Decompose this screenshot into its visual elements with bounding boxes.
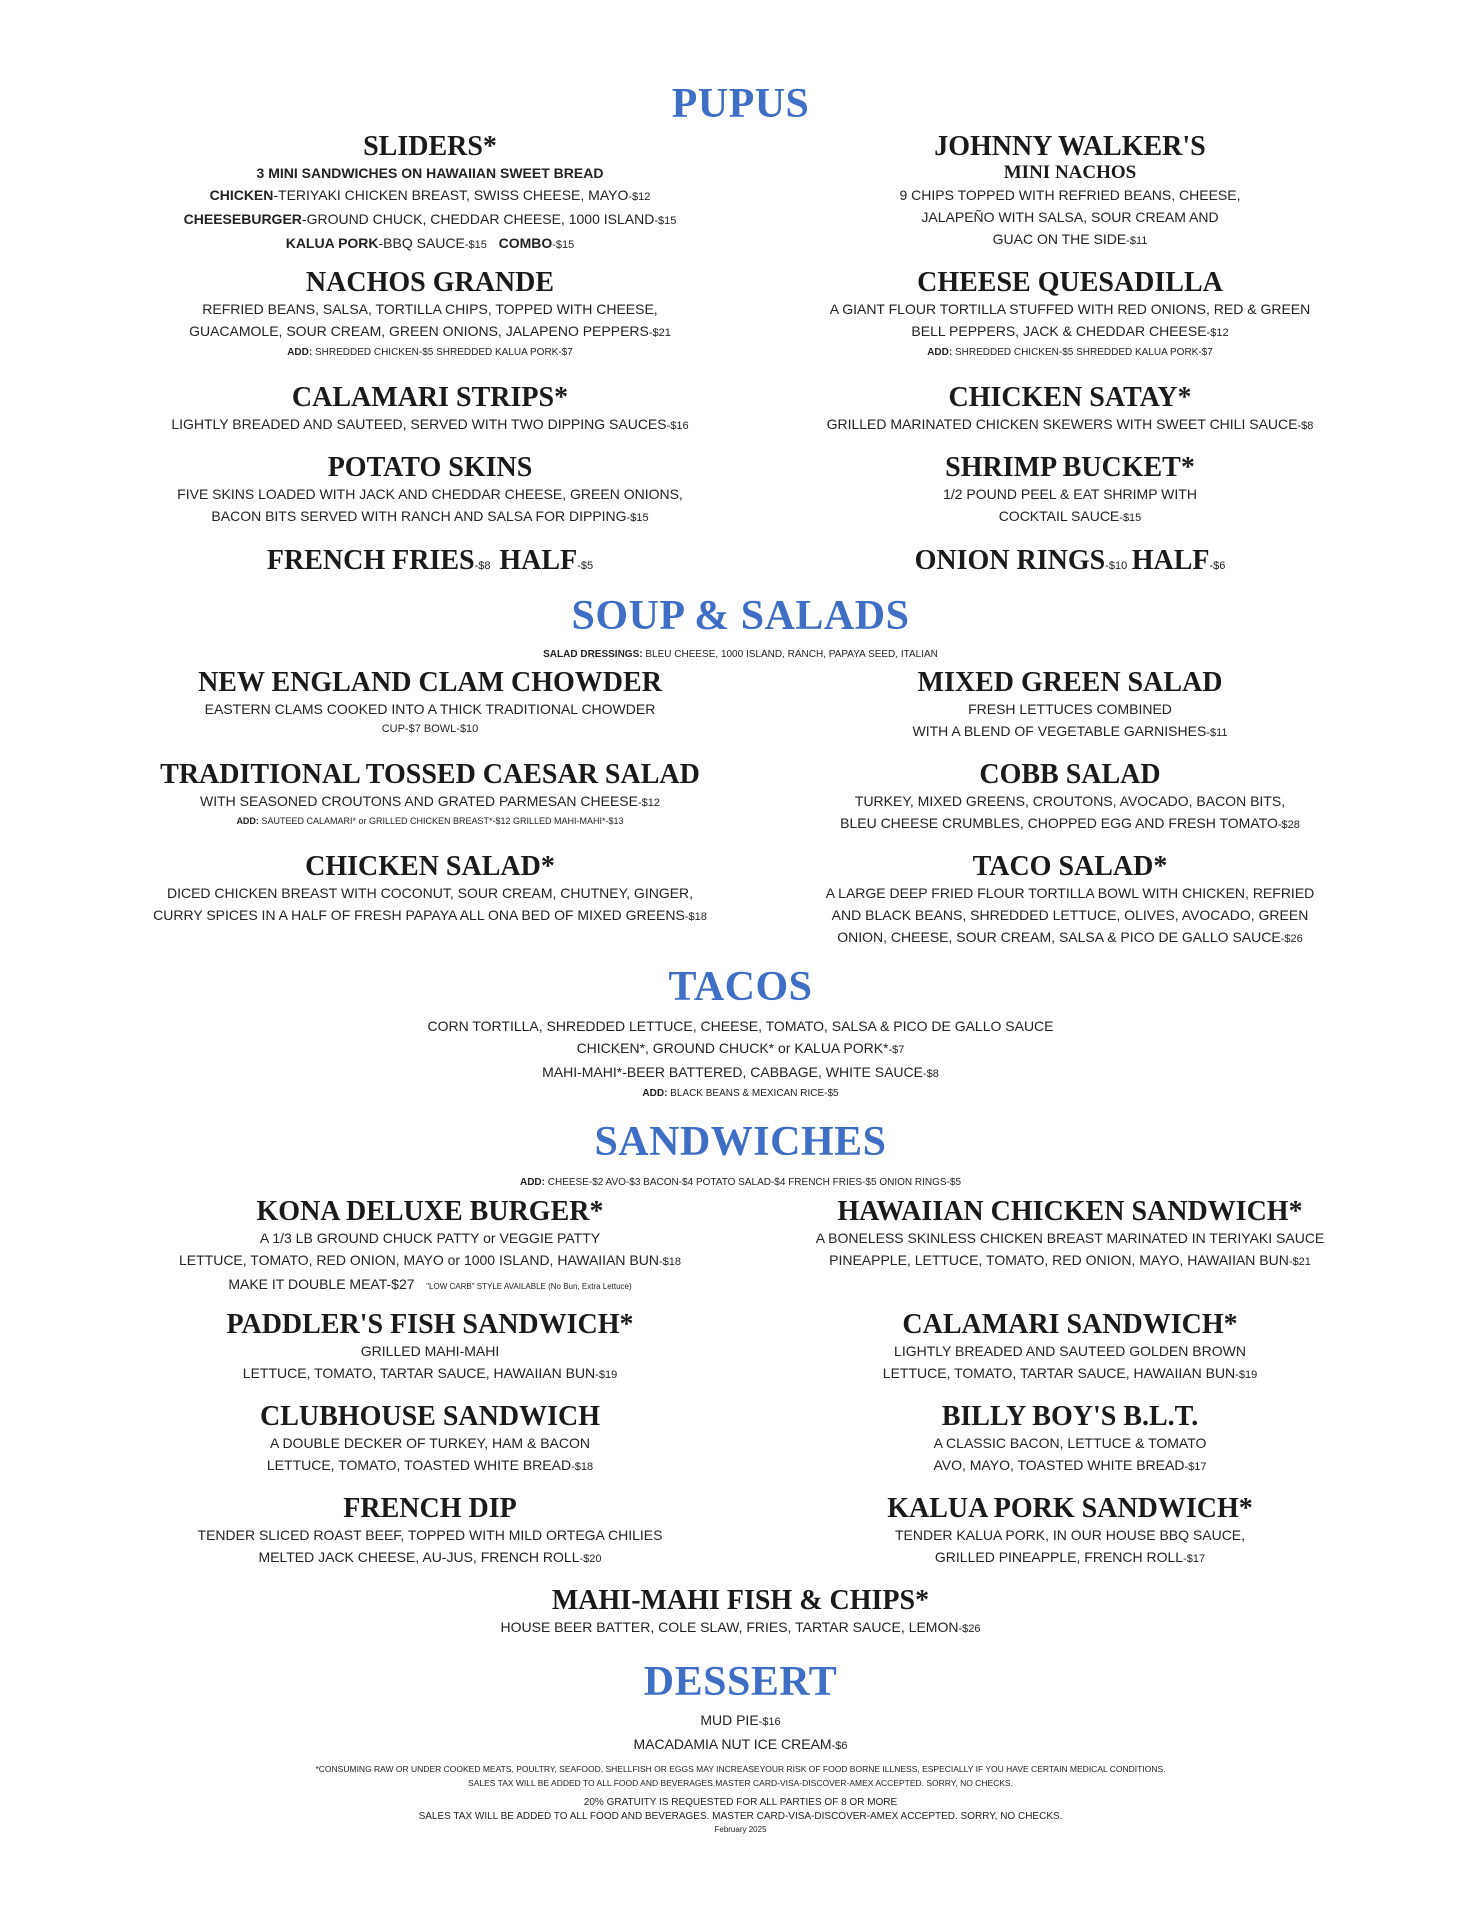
item-name: CALAMARI SANDWICH* bbox=[902, 1309, 1238, 1340]
item-desc: JALAPEÑO WITH SALSA, SOUR CREAM AND bbox=[921, 209, 1219, 225]
item-add-ons: ADD: SHREDDED CHICKEN-$5 SHREDDED KALUA PORK-$7 bbox=[927, 347, 1213, 358]
tacos-details bbox=[0, 1015, 1481, 1103]
item-desc: MAHI-MAHI*-BEER BATTERED, CABBAGE, WHITE SAUCE-$8 bbox=[542, 1064, 939, 1080]
menu-item-calamari-strips bbox=[70, 383, 790, 437]
item-desc: A LARGE DEEP FRIED FLOUR TORTILLA BOWL WITH CHICKEN, REFRIED bbox=[825, 885, 1315, 901]
menu-item-shrimp-bucket bbox=[790, 453, 1350, 529]
item-name: MIXED GREEN SALAD bbox=[917, 667, 1223, 698]
item-desc: A CLASSIC BACON, LETTUCE & TOMATO bbox=[933, 1435, 1207, 1451]
item-name: CALAMARI STRIPS* bbox=[291, 382, 569, 413]
menu-item-cobb-salad bbox=[790, 760, 1350, 836]
item-name: NACHOS GRANDE bbox=[305, 267, 555, 298]
item-name: CHEESE QUESADILLA bbox=[917, 267, 1223, 298]
menu-item-kona-deluxe-burger bbox=[70, 1197, 790, 1298]
item-name: CHICKEN SALAD* bbox=[305, 851, 555, 882]
item-desc: MUD PIE-$16 bbox=[700, 1712, 781, 1728]
item-name: KALUA PORK SANDWICH* bbox=[887, 1493, 1253, 1524]
item-desc: A GIANT FLOUR TORTILLA STUFFED WITH RED ONIONS, RED & GREEN bbox=[829, 301, 1311, 317]
item-price: CUP-$7 BOWL-$10 bbox=[381, 723, 479, 735]
section-title-tacos: TACOS bbox=[668, 964, 813, 1010]
menu-item-sliders bbox=[70, 132, 790, 256]
item-desc: EASTERN CLAMS COOKED INTO A THICK TRADITIONAL CHOWDER bbox=[204, 701, 656, 717]
item-desc: LETTUCE, TOMATO, RED ONION, MAYO or 1000 ISLAND, HAWAIIAN BUN-$18 bbox=[178, 1252, 682, 1268]
item-desc: MELTED JACK CHEESE, AU-JUS, FRENCH ROLL-$20 bbox=[258, 1549, 602, 1565]
item-desc: DICED CHICKEN BREAST WITH COCONUT, SOUR CREAM, CHUTNEY, GINGER, bbox=[166, 885, 694, 901]
item-name: HAWAIIAN CHICKEN SANDWICH* bbox=[837, 1196, 1303, 1227]
item-desc: LETTUCE, TOMATO, TOASTED WHITE BREAD-$18 bbox=[266, 1457, 594, 1473]
item-desc: GRILLED MAHI-MAHI bbox=[360, 1343, 500, 1359]
footer-tax-payment: SALES TAX WILL BE ADDED TO ALL FOOD AND BEVERAGES. MASTER CARD-VISA-DISCOVER-AMEX ACCEPTED. SORRY, NO CHECKS. bbox=[418, 1811, 1063, 1822]
menu-item-kalua-pork-sandwich bbox=[790, 1494, 1350, 1570]
item-desc: LIGHTLY BREADED AND SAUTEED GOLDEN BROWN bbox=[894, 1343, 1246, 1359]
item-name: POTATO SKINS bbox=[327, 452, 533, 483]
item-half-price: -$6 bbox=[1209, 560, 1226, 572]
item-desc: COCKTAIL SAUCE-$15 bbox=[998, 508, 1142, 524]
item-name: SHRIMP BUCKET* bbox=[945, 452, 1195, 483]
item-desc: KALUA PORK-BBQ SAUCE-$15 COMBO-$15 bbox=[285, 235, 575, 251]
menu-item-potato-skins bbox=[70, 453, 790, 529]
item-desc: BACON BITS SERVED WITH RANCH AND SALSA FOR DIPPING-$15 bbox=[211, 508, 649, 524]
menu-item-nachos-grande bbox=[70, 268, 790, 362]
item-desc: 3 MINI SANDWICHES ON HAWAIIAN SWEET BREAD bbox=[256, 165, 604, 181]
item-add-ons: ADD: BLACK BEANS & MEXICAN RICE-$5 bbox=[642, 1088, 839, 1099]
section-title-sandwiches: SANDWICHES bbox=[594, 1119, 887, 1165]
item-price: -$8 bbox=[474, 560, 491, 572]
menu-item-taco-salad bbox=[790, 852, 1350, 950]
menu-item-clam-chowder bbox=[70, 668, 790, 738]
item-name: CHICKEN SATAY* bbox=[948, 382, 1192, 413]
item-desc: AVO, MAYO, TOASTED WHITE BREAD-$17 bbox=[933, 1457, 1207, 1473]
item-desc: WITH A BLEND OF VEGETABLE GARNISHES-$11 bbox=[912, 723, 1228, 739]
item-desc: A DOUBLE DECKER OF TURKEY, HAM & BACON bbox=[269, 1435, 590, 1451]
item-desc: CHEESEBURGER-GROUND CHUCK, CHEDDAR CHEESE, 1000 ISLAND-$15 bbox=[183, 211, 677, 227]
item-subtitle: MINI NACHOS bbox=[1003, 162, 1137, 183]
item-desc: LETTUCE, TOMATO, TARTAR SAUCE, HAWAIIAN BUN-$19 bbox=[242, 1365, 618, 1381]
sandwich-add-ons: ADD: CHEESE-$2 AVO-$3 BACON-$4 POTATO SALAD-$4 FRENCH FRIES-$5 ONION RINGS-$5 bbox=[519, 1177, 962, 1188]
item-desc: 9 CHIPS TOPPED WITH REFRIED BEANS, CHEESE, bbox=[899, 187, 1241, 203]
menu-item-mahi-fish-chips bbox=[0, 1586, 1481, 1640]
item-desc: GUACAMOLE, SOUR CREAM, GREEN ONIONS, JALAPENO PEPPERS-$21 bbox=[189, 323, 671, 339]
item-desc: CHICKEN*, GROUND CHUCK* or KALUA PORK*-$7 bbox=[576, 1040, 905, 1056]
menu-item-french-dip bbox=[70, 1494, 790, 1570]
menu-item-french-fries bbox=[70, 545, 790, 577]
item-name: PADDLER'S FISH SANDWICH* bbox=[226, 1309, 634, 1340]
item-desc: A 1/3 LB GROUND CHUCK PATTY or VEGGIE PATTY bbox=[259, 1230, 601, 1246]
section-title-dessert: DESSERT bbox=[643, 1659, 838, 1705]
item-desc: BELL PEPPERS, JACK & CHEDDAR CHEESE-$12 bbox=[911, 323, 1229, 339]
item-desc: PINEAPPLE, LETTUCE, TOMATO, RED ONION, MAYO, HAWAIIAN BUN-$21 bbox=[829, 1252, 1311, 1268]
item-name: SLIDERS* bbox=[363, 131, 497, 162]
item-name: FRENCH FRIES bbox=[266, 545, 475, 576]
item-desc: GRILLED MARINATED CHICKEN SKEWERS WITH SWEET CHILI SAUCE-$8 bbox=[826, 416, 1314, 432]
item-add-ons: ADD: SHREDDED CHICKEN-$5 SHREDDED KALUA PORK-$7 bbox=[287, 347, 573, 358]
section-title-soup-salads: SOUP & SALADS bbox=[571, 593, 910, 639]
item-desc: CHICKEN-TERIYAKI CHICKEN BREAST, SWISS CHEESE, MAYO-$12 bbox=[209, 187, 651, 203]
item-desc: TURKEY, MIXED GREENS, CROUTONS, AVOCADO, BACON BITS, bbox=[854, 793, 1286, 809]
item-desc: A BONELESS SKINLESS CHICKEN BREAST MARINATED IN TERIYAKI SAUCE bbox=[815, 1230, 1325, 1246]
item-desc: CURRY SPICES IN A HALF OF FRESH PAPAYA ALL ONA BED OF MIXED GREENS-$18 bbox=[153, 907, 707, 923]
menu-item-caesar-salad bbox=[70, 760, 790, 829]
item-half-price: -$5 bbox=[577, 560, 594, 572]
item-desc: WITH SEASONED CROUTONS AND GRATED PARMESAN CHEESE-$12 bbox=[200, 793, 660, 809]
item-desc: MAKE IT DOUBLE MEAT-$27 "LOW CARB" STYLE AVAILABLE (No Bun, Extra Lettuce) bbox=[228, 1276, 632, 1292]
footer-tax-note: SALES TAX WILL BE ADDED TO ALL FOOD AND BEVERAGES.MASTER CARD-VISA-DISCOVER-AMEX ACCEPTED. SORRY, NO CHECKS. bbox=[468, 1778, 1013, 1788]
menu-item-chicken-salad bbox=[70, 852, 790, 928]
menu-item-onion-rings bbox=[790, 545, 1350, 577]
item-name: MAHI-MAHI FISH & CHIPS* bbox=[551, 1585, 930, 1616]
menu-item-calamari-sandwich bbox=[790, 1310, 1350, 1386]
item-half-label: HALF bbox=[499, 545, 578, 576]
item-price: -$10 bbox=[1105, 560, 1128, 572]
menu-item-mixed-green-salad bbox=[790, 668, 1350, 744]
salad-dressings: SALAD DRESSINGS: BLEU CHEESE, 1000 ISLAND, RANCH, PAPAYA SEED, ITALIAN bbox=[543, 649, 938, 660]
item-name: JOHNNY WALKER'S bbox=[934, 131, 1206, 162]
menu-item-johnny-walkers bbox=[790, 132, 1350, 252]
menu-item-billy-boys-blt bbox=[790, 1402, 1350, 1478]
item-name: CLUBHOUSE SANDWICH bbox=[260, 1401, 600, 1432]
item-desc: BLEU CHEESE CRUMBLES, CHOPPED EGG AND FRESH TOMATO-$28 bbox=[840, 815, 1300, 831]
menu-item-hawaiian-chicken-sandwich bbox=[790, 1197, 1350, 1273]
item-name: TRADITIONAL TOSSED CAESAR SALAD bbox=[160, 759, 700, 790]
footer-date: February 2025 bbox=[714, 1825, 767, 1834]
footer-gratuity: 20% GRATUITY IS REQUESTED FOR ALL PARTIES OF 8 OR MORE bbox=[583, 1797, 898, 1808]
item-add-ons: ADD: SAUTEED CALAMARI* or GRILLED CHICKEN BREAST*-$12 GRILLED MAHI-MAHI*-$13 bbox=[236, 816, 624, 826]
item-desc: AND BLACK BEANS, SHREDDED LETTUCE, OLIVES, AVOCADO, GREEN bbox=[831, 907, 1309, 923]
item-name: KONA DELUXE BURGER* bbox=[256, 1196, 604, 1227]
item-desc: LETTUCE, TOMATO, TARTAR SAUCE, HAWAIIAN BUN-$19 bbox=[882, 1365, 1258, 1381]
item-desc: ONION, CHEESE, SOUR CREAM, SALSA & PICO DE GALLO SAUCE-$26 bbox=[837, 929, 1303, 945]
menu-item-paddlers-fish-sandwich bbox=[70, 1310, 790, 1386]
item-name: COBB SALAD bbox=[979, 759, 1161, 790]
item-desc: REFRIED BEANS, SALSA, TORTILLA CHIPS, TOPPED WITH CHEESE, bbox=[202, 301, 658, 317]
item-desc: 1/2 POUND PEEL & EAT SHRIMP WITH bbox=[943, 486, 1197, 502]
item-desc: LIGHTLY BREADED AND SAUTEED, SERVED WITH TWO DIPPING SAUCES-$16 bbox=[171, 416, 689, 432]
section-title-pupus: PUPUS bbox=[671, 81, 810, 127]
menu-item-cheese-quesadilla bbox=[790, 268, 1350, 362]
menu-item-chicken-satay bbox=[790, 383, 1350, 437]
item-desc: TENDER KALUA PORK, IN OUR HOUSE BBQ SAUCE, bbox=[894, 1527, 1246, 1543]
footer-disclaimer: *CONSUMING RAW OR UNDER COOKED MEATS, POULTRY, SEAFOOD, SHELLFISH OR EGGS MAY INCREASEYOUR RISK OF FOOD BORNE ILLNESS, ESPECIALLY IF YOU HAVE CERTAIN MEDICAL CONDITIONS. bbox=[315, 1764, 1166, 1774]
dessert-items bbox=[0, 1709, 1481, 1757]
item-desc: GUAC ON THE SIDE-$11 bbox=[992, 231, 1148, 247]
item-desc: FIVE SKINS LOADED WITH JACK AND CHEDDAR CHEESE, GREEN ONIONS, bbox=[177, 486, 683, 502]
item-name: TACO SALAD* bbox=[972, 851, 1168, 882]
footer bbox=[0, 1762, 1481, 1836]
item-desc: MACADAMIA NUT ICE CREAM-$6 bbox=[633, 1736, 848, 1752]
item-desc: TENDER SLICED ROAST BEEF, TOPPED WITH MILD ORTEGA CHILIES bbox=[197, 1527, 663, 1543]
item-name: NEW ENGLAND CLAM CHOWDER bbox=[198, 667, 662, 698]
item-desc: FRESH LETTUCES COMBINED bbox=[968, 701, 1172, 717]
item-name: ONION RINGS bbox=[914, 545, 1106, 576]
menu-item-clubhouse-sandwich bbox=[70, 1402, 790, 1478]
item-name: BILLY BOY'S B.L.T. bbox=[941, 1401, 1199, 1432]
item-half-label: HALF bbox=[1131, 545, 1210, 576]
item-name: FRENCH DIP bbox=[343, 1493, 517, 1524]
item-desc: GRILLED PINEAPPLE, FRENCH ROLL-$17 bbox=[934, 1549, 1206, 1565]
item-desc: CORN TORTILLA, SHREDDED LETTUCE, CHEESE, TOMATO, SALSA & PICO DE GALLO SAUCE bbox=[427, 1018, 1054, 1034]
item-desc: HOUSE BEER BATTER, COLE SLAW, FRIES, TARTAR SAUCE, LEMON-$26 bbox=[500, 1619, 981, 1635]
